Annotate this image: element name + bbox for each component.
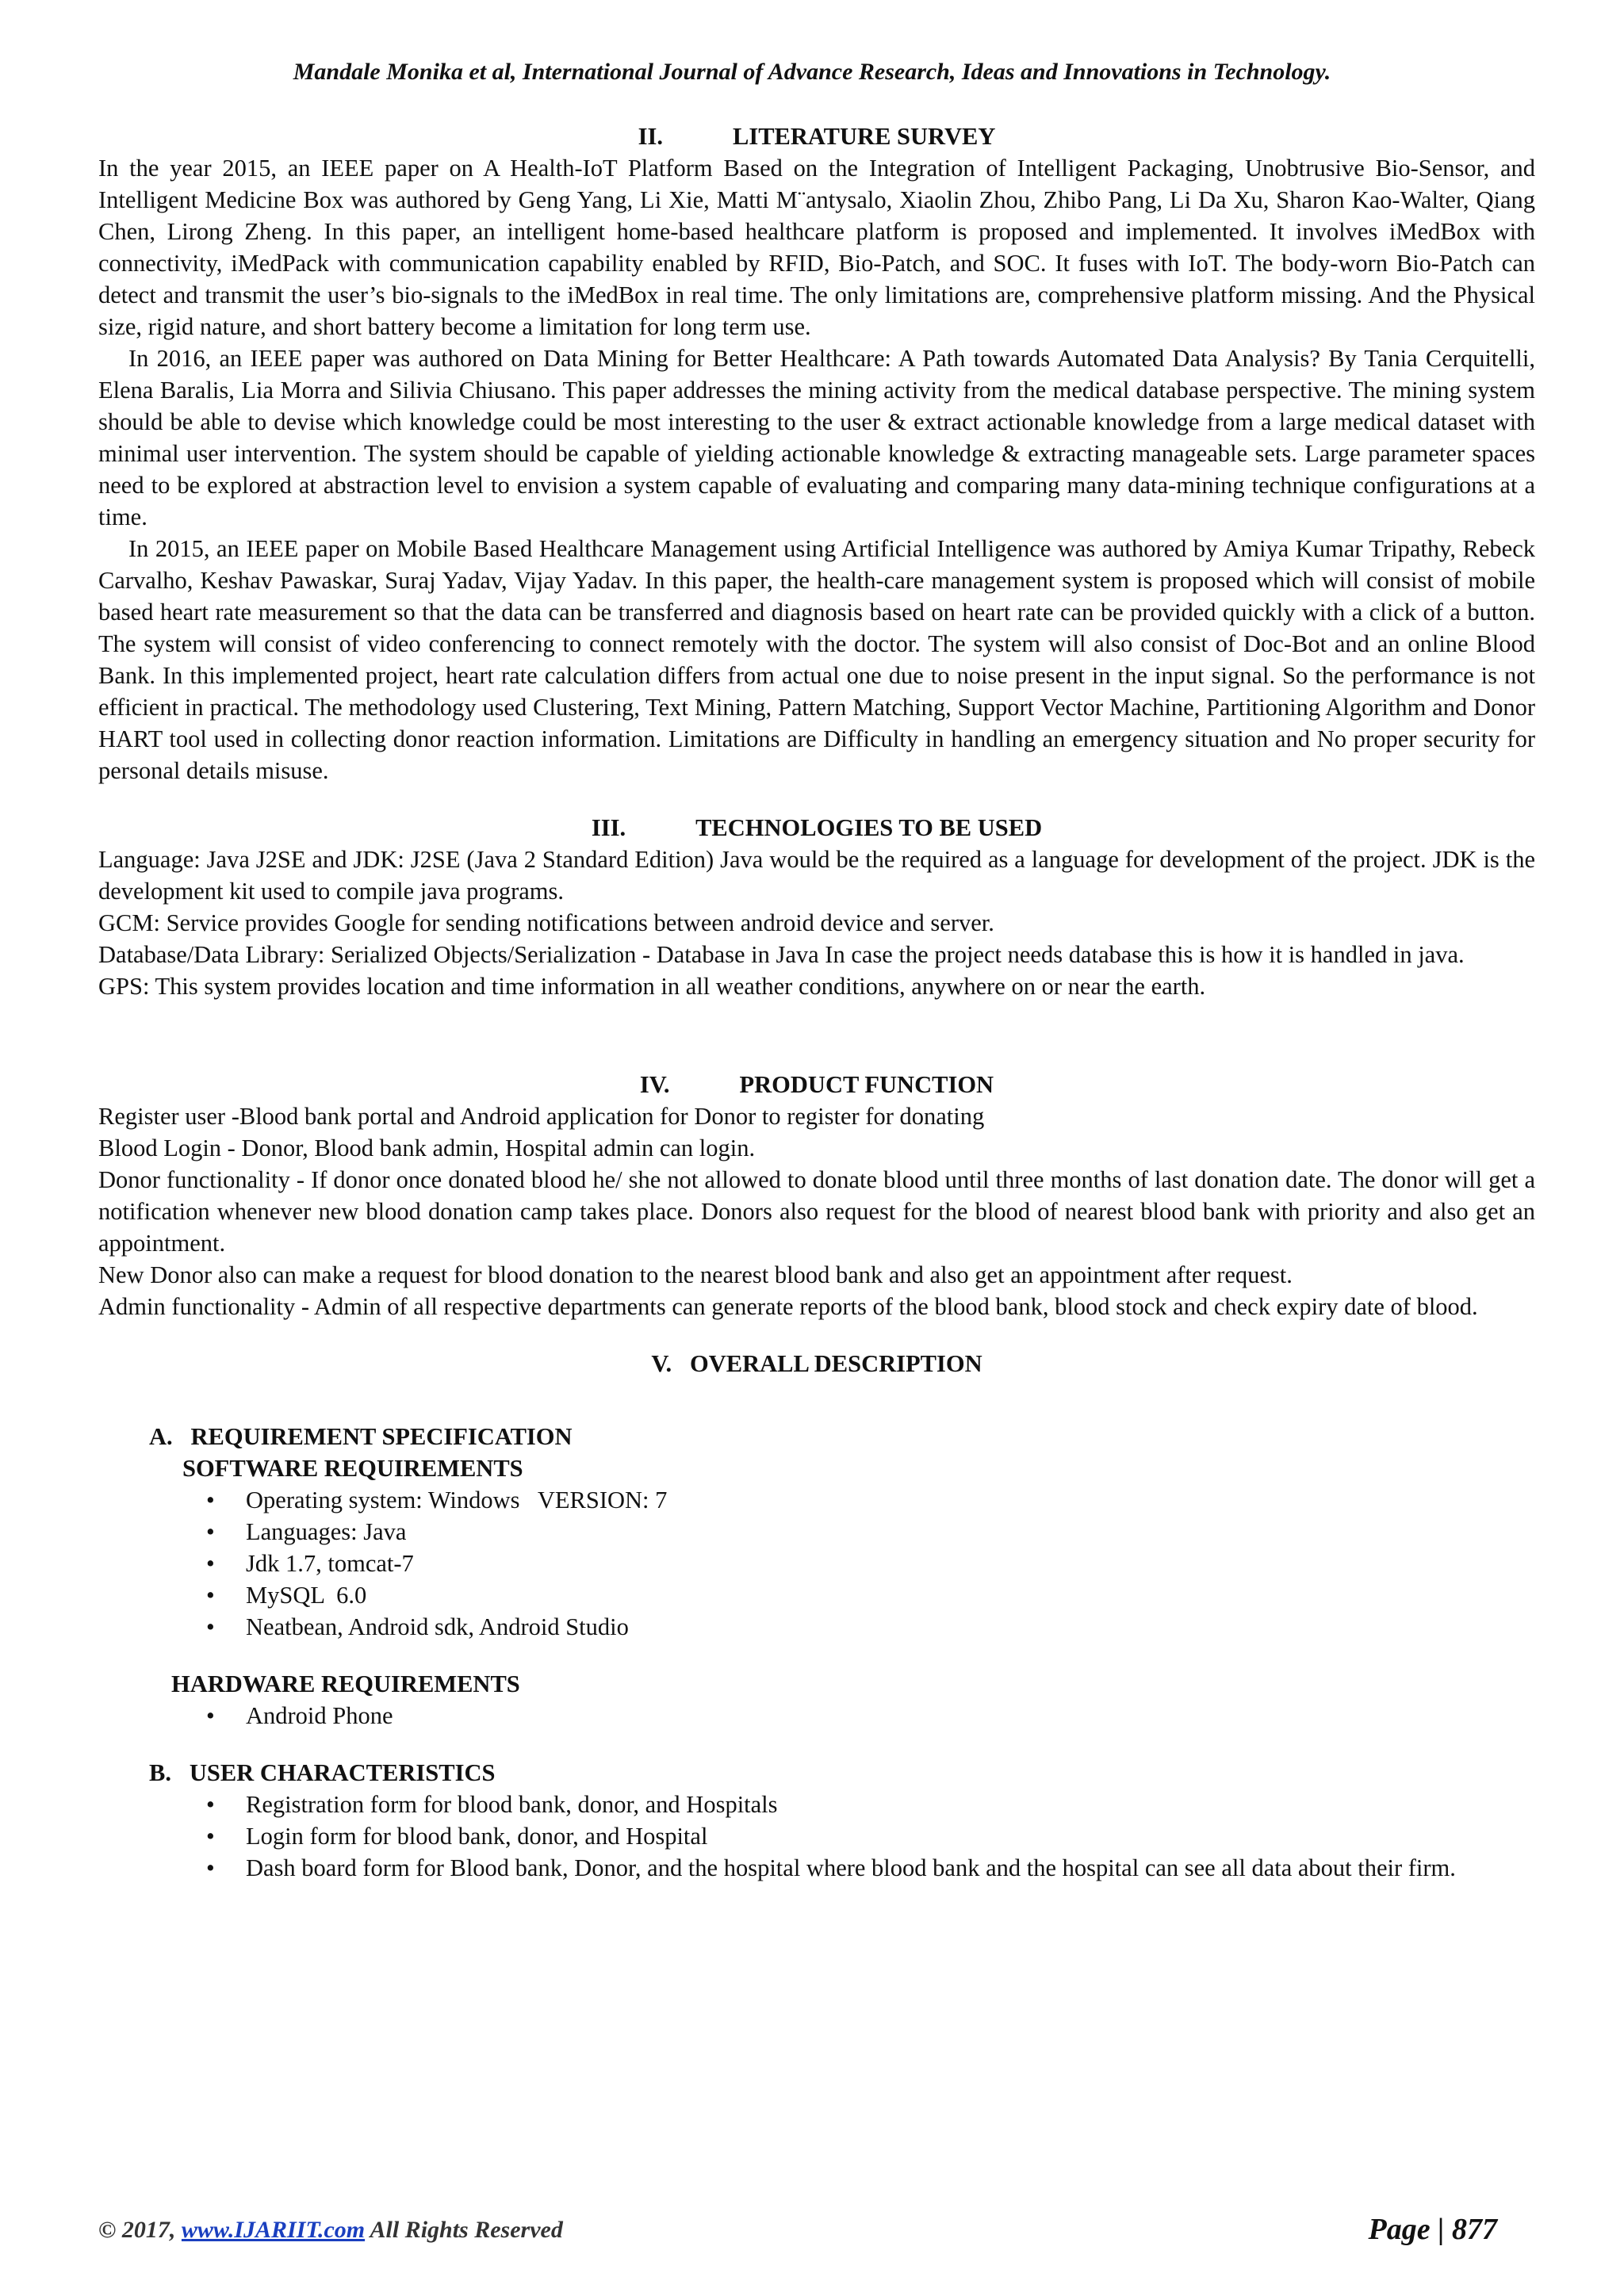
list-item [206, 1820, 1535, 1852]
section-number: III. [591, 814, 626, 841]
software-requirements-list [98, 1484, 1535, 1643]
paragraph: New Donor also can make a request for blood donation to the nearest blood bank and also get an appointment after request. [98, 1261, 1293, 1288]
section-heading-product-function [98, 1069, 1535, 1100]
bullet-icon: • [206, 1702, 215, 1729]
paragraph: Database/Data Library: Serialized Objects/Serialization - Database in Java In case the project needs database this is how it is handled in java. [98, 941, 1465, 968]
bullet-icon: • [206, 1854, 215, 1881]
subheading-software-requirements: SOFTWARE REQUIREMENTS [182, 1455, 523, 1482]
list-item [206, 1516, 1535, 1548]
main-content [98, 121, 1535, 1884]
bullet-icon: • [206, 1613, 215, 1640]
subsection-heading-user-characteristics: B. USER CHARACTERISTICS [149, 1759, 496, 1786]
paragraph: GCM: Service provides Google for sending notifications between android device and server. [98, 909, 994, 936]
section-number: II. [638, 123, 663, 150]
paragraph: In 2016, an IEEE paper was authored on Data Mining for Better Healthcare: A Path towards Automated Data Analysis? By Tania Cerquitelli, Elena Baralis, Lia Morra and Silivia Chiusano. This paper addresses the mining activity from the medical database perspective. The mining system should be able to devise which knowledge could be most interesting to the user & extract actionable knowledge from a large medical dataset with minimal user intervention. The system should be capable of yielding actionable knowledge & extracting manageable sets. Large parameter spaces need to be explored at abstraction level to envision a system capable of evaluating and comparing many data-mining technique configurations at a time. [98, 345, 1535, 530]
section-heading-overall-description: V. OVERALL DESCRIPTION [651, 1350, 982, 1377]
copyright-suffix: All Rights Reserved [370, 2217, 563, 2243]
section-title: LITERATURE SURVEY [732, 123, 996, 150]
page-number: Page | 877 [1368, 2213, 1497, 2246]
list-item-text: Jdk 1.7, tomcat-7 [246, 1550, 414, 1577]
list-item-text: Login form for blood bank, donor, and Hospital [246, 1823, 708, 1850]
list-item [206, 1579, 1535, 1611]
paragraph: In 2015, an IEEE paper on Mobile Based Healthcare Management using Artificial Intelligence was authored by Amiya Kumar Tripathy, Rebeck Carvalho, Keshav Pawaskar, Suraj Yadav, Vijay Yadav. In this paper, the health-care management system is proposed which will consist of mobile based heart rate measurement so that the data can be transferred and diagnosis based on heart rate can be provided quickly with a click of a button. The system will consist of video conferencing to connect remotely with the doctor. The system will also consist of Doc-Bot and an online Blood Bank. In this implemented project, heart rate calculation differs from actual one due to noise present in the input signal. So the performance is not efficient in practical. The methodology used Clustering, Text Mining, Pattern Matching, Support Vector Machine, Partitioning Algorithm and Donor HART tool used in collecting donor reaction information. Limitations are Difficulty in handling an emergency situation and No proper security for personal details misuse. [98, 535, 1535, 784]
paragraph: Register user -Blood bank portal and Android application for Donor to register for donating [98, 1103, 985, 1130]
paragraph: Language: Java J2SE and JDK: J2SE (Java 2 Standard Edition) Java would be the required as a language for development of the project. JDK is the development kit used to compile java programs. [98, 846, 1535, 905]
subsection-heading-requirement-specification: A. REQUIREMENT SPECIFICATION [149, 1423, 573, 1450]
list-item [206, 1789, 1535, 1820]
bullet-icon: • [206, 1582, 215, 1609]
list-item-text: Neatbean, Android sdk, Android Studio [246, 1613, 629, 1640]
running-head: Mandale Monika et al, International Journal of Advance Research, Ideas and Innovations in Technology. [293, 59, 1331, 85]
list-item-text: Android Phone [246, 1702, 393, 1729]
list-item-text: Dash board form for Blood bank, Donor, and the hospital where blood bank and the hospital can see all data about their firm. [246, 1854, 1456, 1881]
list-item [206, 1484, 1535, 1516]
journal-website-link[interactable]: www.IJARIIT.com [181, 2217, 366, 2243]
paragraph: Donor functionality - If donor once donated blood he/ she not allowed to donate blood until three months of last donation date. The donor will get a notification whenever new blood donation camp takes place. Donors also request for the blood of nearest blood bank with priority and also get an appointment. [98, 1166, 1535, 1257]
bullet-icon: • [206, 1518, 215, 1545]
list-item [206, 1548, 1535, 1579]
hardware-requirements-list [98, 1700, 1535, 1732]
list-item-text: Registration form for blood bank, donor, and Hospitals [246, 1791, 778, 1818]
section-title: PRODUCT FUNCTION [739, 1071, 994, 1098]
list-item [206, 1852, 1535, 1884]
section-heading-technologies [98, 812, 1535, 844]
bullet-icon: • [206, 1550, 215, 1577]
list-item-text: Languages: Java [246, 1518, 407, 1545]
footer-copyright [98, 2217, 563, 2244]
section-heading-literature-survey [98, 121, 1535, 152]
user-characteristics-list [98, 1789, 1535, 1884]
list-item [206, 1700, 1535, 1732]
paragraph: In the year 2015, an IEEE paper on A Health-IoT Platform Based on the Integration of Intelligent Packaging, Unobtrusive Bio-Sensor, and Intelligent Medicine Box was authored by Geng Yang, Li Xie, Matti M¨antysalo, Xiaolin Zhou, Zhibo Pang, Li Da Xu, Sharon Kao-Walter, Qiang Chen, Lirong Zheng. In this paper, an intelligent home-based healthcare platform is proposed and implemented. It involves iMedBox with connectivity, iMedPack with communication capability enabled by RFID, Bio-Patch, and SOC. It fuses with IoT. The body-worn Bio-Patch can detect and transmit the user’s bio-signals to the iMedBox in real time. The only limitations are, comprehensive platform missing. And the Physical size, rigid nature, and short battery become a limitation for long term use. [98, 155, 1535, 340]
section-title: TECHNOLOGIES TO BE USED [695, 814, 1043, 841]
subheading-hardware-requirements: HARDWARE REQUIREMENTS [171, 1670, 520, 1697]
paragraph: Admin functionality - Admin of all respective departments can generate reports of the blood bank, blood stock and check expiry date of blood. [98, 1293, 1478, 1320]
list-item-text: MySQL 6.0 [246, 1582, 367, 1609]
paragraph: GPS: This system provides location and time information in all weather conditions, anywhere on or near the earth. [98, 973, 1206, 1000]
list-item [206, 1611, 1535, 1643]
paragraph: Blood Login - Donor, Blood bank admin, Hospital admin can login. [98, 1135, 756, 1161]
bullet-icon: • [206, 1791, 215, 1818]
copyright-prefix: © 2017, [98, 2217, 176, 2243]
section-number: IV. [639, 1071, 670, 1098]
bullet-icon: • [206, 1823, 215, 1850]
list-item-text: Operating system: Windows VERSION: 7 [246, 1487, 668, 1513]
bullet-icon: • [206, 1487, 215, 1513]
